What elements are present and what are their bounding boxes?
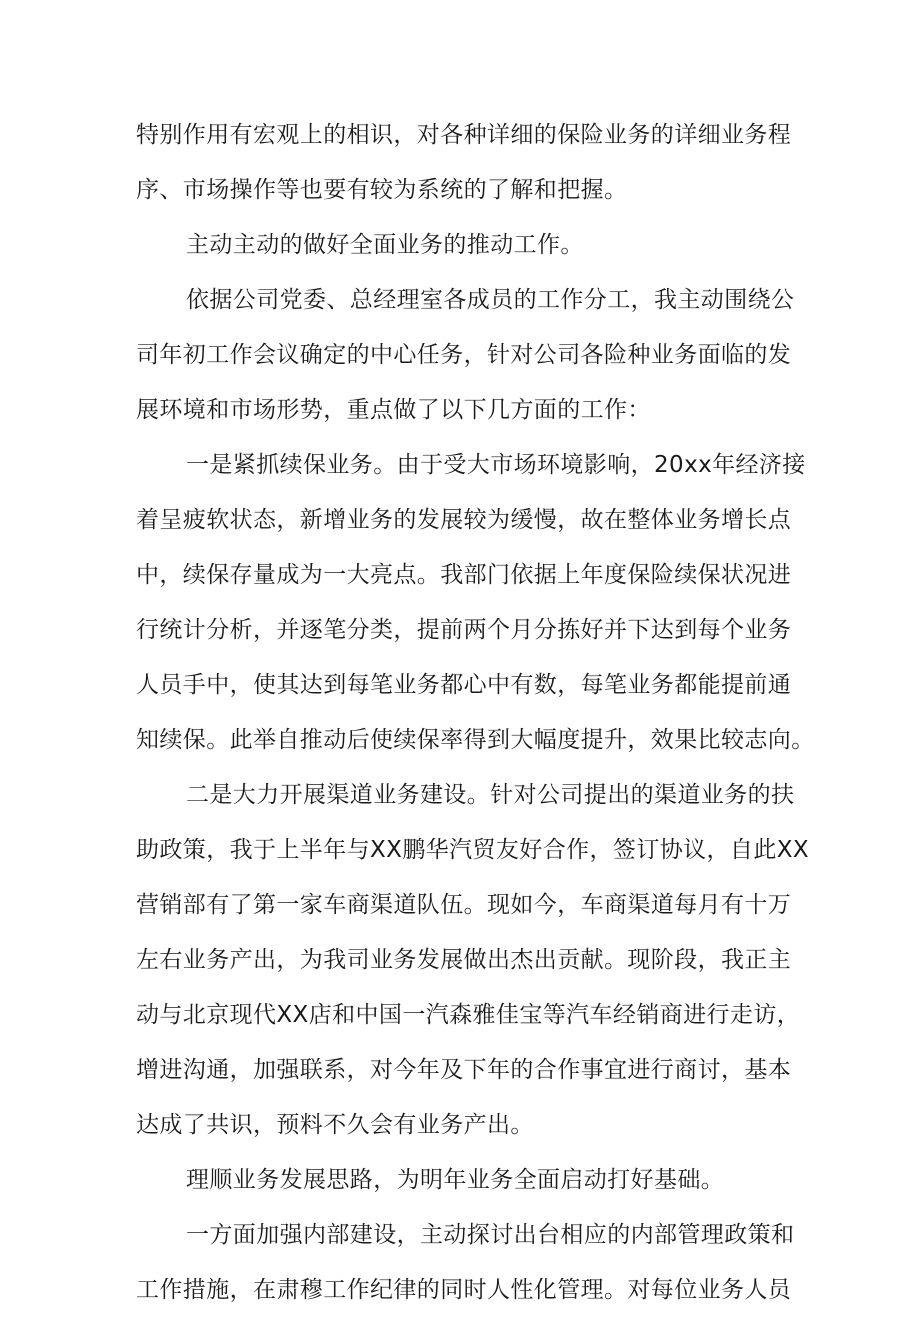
text-line: 动与北京现代XX店和中国一汽森雅佳宝等汽车经销商进行走访，: [136, 1002, 801, 1028]
text-line: 工作措施，在肃穆工作纪律的同时人性化管理。对每位业务人员: [136, 1277, 792, 1303]
text-line: 达成了共识，预料不久会有业务产出。: [136, 1112, 534, 1138]
text-line: 知续保。此举自推动后使续保率得到大幅度提升，效果比较志向。: [136, 727, 815, 753]
text-line: 一是紧抓续保业务。由于受大市场环境影响，20xx年经济接: [186, 452, 806, 478]
text-line: 助政策，我于上半年与XX鹏华汽贸友好合作，签订协议，自此XX: [136, 837, 810, 863]
text-line: 人员手中，使其达到每笔业务都心中有数，每笔业务都能提前通: [136, 672, 792, 698]
text-line: 主动主动的做好全面业务的推动工作。: [186, 232, 584, 258]
text-line: 一方面加强内部建设，主动探讨出台相应的内部管理政策和: [186, 1222, 795, 1248]
text-line: 司年初工作会议确定的中心任务，针对公司各险种业务面临的发: [136, 342, 792, 368]
text-line: 展环境和市场形势，重点做了以下几方面的工作：: [136, 397, 651, 423]
text-line: 增进沟通，加强联系，对今年及下年的合作事宜进行商讨，基本: [136, 1057, 792, 1083]
text-line: 序、市场操作等也要有较为系统的了解和把握。: [136, 177, 628, 203]
text-line: 行统计分析，并逐笔分类，提前两个月分拣好并下达到每个业务: [136, 617, 792, 643]
text-line: 特别作用有宏观上的相识，对各种详细的保险业务的详细业务程: [136, 122, 792, 148]
text-line: 着呈疲软状态，新增业务的发展较为缓慢，故在整体业务增长点: [136, 507, 792, 533]
text-line: 理顺业务发展思路，为明年业务全面启动打好基础。: [186, 1167, 725, 1193]
document-body: [136, 108, 815, 1318]
text-line: 左右业务产出，为我司业务发展做出杰出贡献。现阶段，我正主: [136, 947, 792, 973]
text-line: 二是大力开展渠道业务建设。针对公司提出的渠道业务的扶: [186, 782, 795, 808]
text-line: 营销部有了第一家车商渠道队伍。现如今，车商渠道每月有十万: [136, 892, 792, 918]
text-line: 中，续保存量成为一大亮点。我部门依据上年度保险续保状况进: [136, 562, 792, 588]
text-line: 依据公司党委、总经理室各成员的工作分工，我主动围绕公: [186, 287, 795, 313]
